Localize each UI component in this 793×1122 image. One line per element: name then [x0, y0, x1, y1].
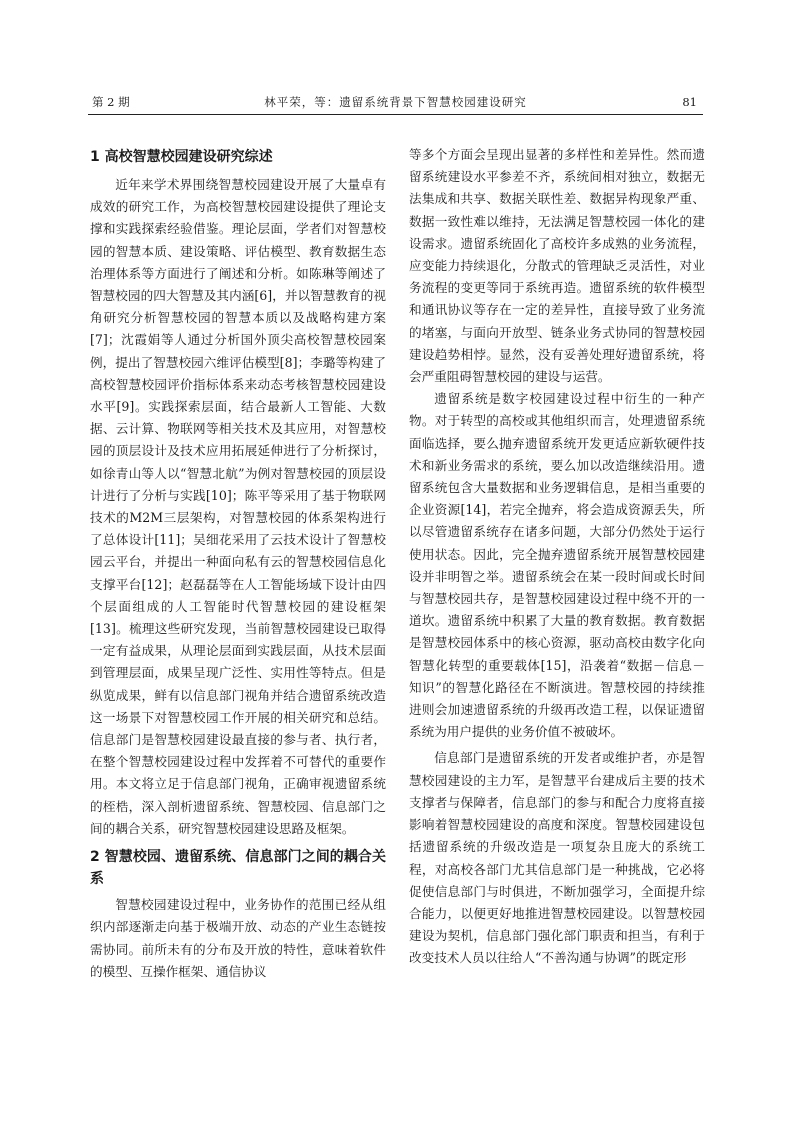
page-number: 81: [682, 95, 697, 109]
issue-number: 第 2 期: [92, 95, 130, 109]
running-title: 林平荣，等：遗留系统背景下智慧校园建设研究: [264, 95, 527, 109]
header-rule: [88, 114, 703, 115]
section-1-heading: 1 高校智慧校园建设研究综述: [90, 149, 273, 165]
information-department-paragraph: 信息部门是遗留系统的开发者或维护者，亦是智慧校园建设的主力军，是智慧平台建成后主要的技术支撑者与保障者，信息部门的参与和配合力度将直接影响着智慧校园建设的高度和深度。智慧校园建设包括遗留系统的升级改造是一项复杂且庞大的系统工程，对高校各部门尤其信息部门是一种挑战，它必将促使信息部门与时俱进，不断加强学习，全面提升综合能力，以便更好地推进智慧校园建设。以智慧校园建设为契机，信息部门强化部门职责和担当，有利于改变技术人员以往给人“不善沟通与协调”的既定形: [409, 750, 705, 966]
right-column: [409, 144, 705, 970]
section-2-heading: 2 智慧校园、遗留系统、信息部门之间的耦合关系: [90, 849, 386, 888]
left-column: [90, 146, 386, 983]
running-header: [88, 92, 703, 112]
section-1-paragraph: 近年来学术界围绕智慧校园建设开展了大量卓有成效的研究工作，为高校智慧校园建设提供了理论支撑和实践探索经验借鉴。理论层面，学者们对智慧校园的智慧本质、建设策略、评估模型、教育数据生态治理体系等方面进行了阐述和分析。如陈琳等阐述了智慧校园的四大智慧及其内涵[6]，并以智慧教育的视角研究分析智慧校园的智慧本质以及战略构建方案[7]；沈霞娟等人通过分析国外顶尖高校智慧校园案例，提出了智慧校园六维评估模型[8]；李璐等构建了高校智慧校园评价指标体系来动态考核智慧校园建设水平[9]。实践探索层面，结合最新人工智能、大数据、云计算、物联网等相关技术及其应用，对智慧校园的顶层设计及技术应用拓展延伸进行了分析探讨，如徐青山等人以“智慧北航”为例对智慧校园的顶层设计进行了分析与实践[10]；陈平等采用了基于物联网技术的M2M三层架构，对智慧校园的体系架构进行了总体设计[11]；吴细花采用了云技术设计了智慧校园云平台，并提出一种面向私有云的智慧校园信息化支撑平台[12]；赵磊磊等在人工智能场域下设计由四个层面组成的人工智能时代智慧校园的建设框架[13]。梳理这些研究发现，当前智慧校园建设已取得一定有益成果，从理论层面到实践层面，从技术层面到管理层面，成果呈现广泛性、实用性等特点。但是纵览成果，鲜有以信息部门视角并结合遗留系统改造这一场景下对智慧校园工作开展的相关研究和总结。信息部门是智慧校园建设最直接的参与者、执行者，在整个智慧校园建设过程中发挥着不可替代的重要作用。本文将立足于信息部门视角，正确审视遗留系统的桎梏，深入剖析遗留系统、智慧校园、信息部门之间的耦合关系，研究智慧校园建设思路及框架。: [90, 177, 386, 836]
legacy-system-paragraph: 遗留系统是数字校园建设过程中衍生的一种产物。对于转型的高校或其他组织而言，处理遗留系统面临选择，要么抛弃遗留系统开发更适应新软硬件技术和新业务需求的系统，要么加以改造继续沿用。遗留系统包含大量数据和业务逻辑信息，是相当重要的企业资源[14]，若完全抛弃，将会造成资源丢失，所以尽管遗留系统存在诸多问题，大部分仍然处于运行使用状态。因此，完全抛弃遗留系统开展智慧校园建设并非明智之举。遗留系统会在某一段时间或长时间与智慧校园共存，是智慧校园建设过程中绕不开的一道坎。遗留系统中积累了大量的教育数据。教育数据是智慧校园体系中的核心资源，驱动高校由数字化向智慧化转型的重要载体[15]，沿袭着“数据－信息－知识”的智慧化路径在不断演进。智慧校园的持续推进则会加速遗留系统的升级再改造工程，以保证遗留系统为用户提供的业务价值不被破坏。: [409, 391, 705, 740]
section-2-paragraph-continued: 等多个方面会呈现出显著的多样性和差异性。然而遗留系统建设水平参差不齐，系统间相对独立，数据无法集成和共享、数据关联性差、数据异构现象严重、数据一致性难以维持，无法满足智慧校园一体化的建设需求。遗留系统固化了高校许多成熟的业务流程，应变能力持续退化，分散式的管理缺乏灵活性，对业务流程的变更等同于系统再造。遗留系统的软件模型和通讯协议等存在一定的差异性，直接导致了业务流的堵塞，与面向开放型、链条业务式协同的智慧校园建设趋势相悖。显然，没有妥善处理好遗留系统，将会严重阻碍智慧校园的建设与运营。: [409, 147, 705, 385]
section-2-paragraph-start: 智慧校园建设过程中，业务协作的范围已经从组织内部逐渐走向基于极端开放、动态的产业生态链按需协同。前所未有的分布及开放的特性，意味着软件的模型、互操作框架、通信协议: [90, 897, 386, 979]
